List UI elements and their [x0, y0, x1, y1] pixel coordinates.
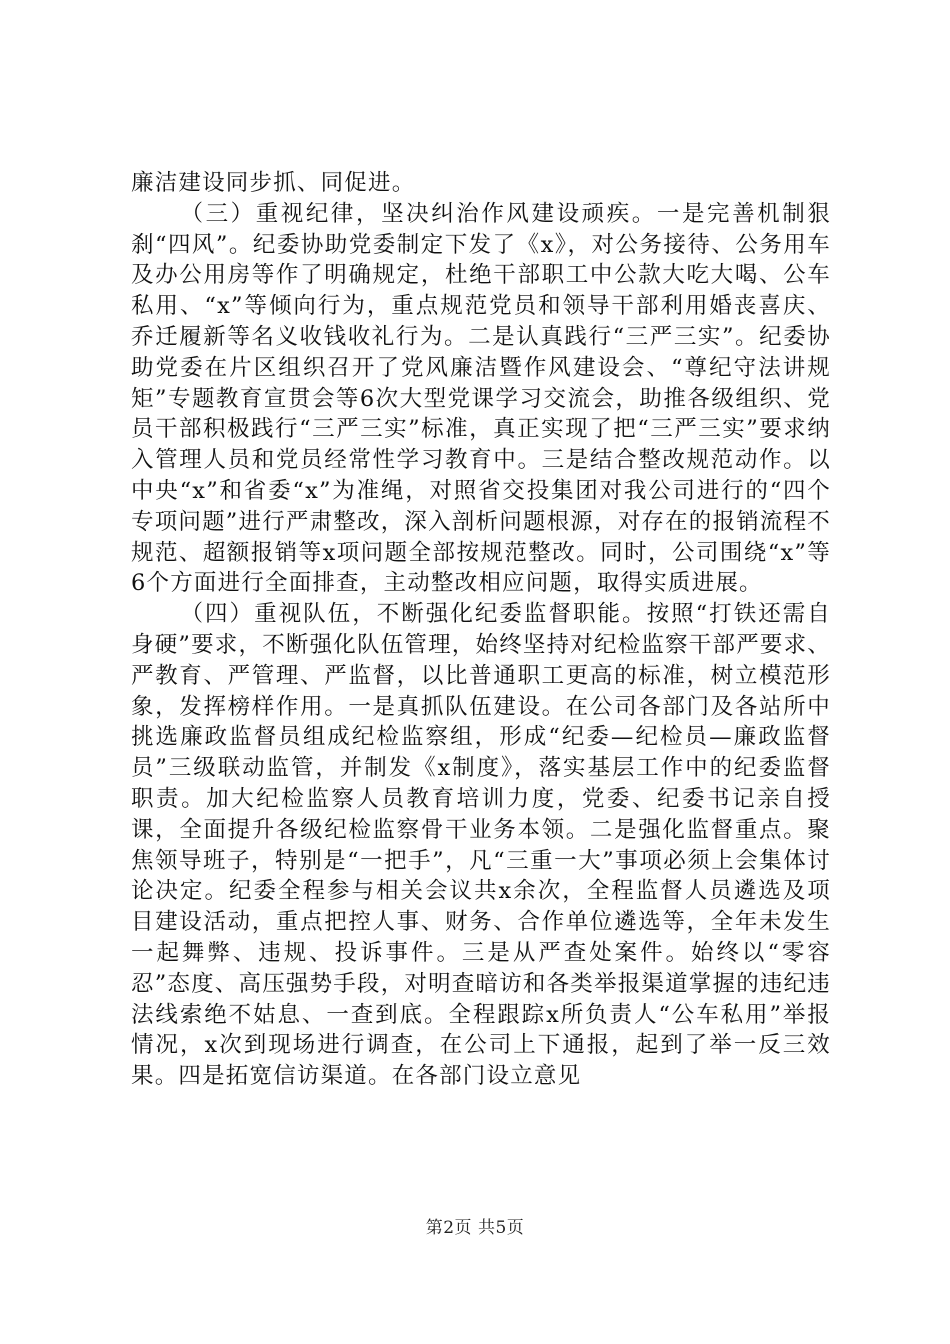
page-number-label: 第2页 共5页	[425, 1218, 525, 1238]
paragraph-2: （三）重视纪律，坚决纠治作风建设顽疾。一是完善机制狠刹“四风”。纪委协助党委制定下发了《x》，对公务接待、公务用车及办公用房等作了明确规定，杜绝干部职工中公款大吃大喝、公车私用、“x”等倾向行为，重点规范党员和领导干部利用婚丧喜庆、乔迁履新等名义收钱收礼行为。二是认真践行“三严三实”。纪委协助党委在片区组织召开了党风廉洁暨作风建设会、“尊纪守法讲规矩”专题教育宣贯会等6次大型党课学习交流会，助推各级组织、党员干部积极践行“三严三实”标准，真正实现了把“三严三实”要求纳入管理人员和党员经常性学习教育中。三是结合整改规范动作。以中央“x”和省委“x”为准绳，对照省交投集团对我公司进行的“四个专项问题”进行严肃整改，深入剖析问题根源，对存在的报销流程不规范、超额报销等x项问题全部按规范整改。同时，公司围绕“x”等6个方面进行全面排查，主动整改相应问题，取得实质进展。	[131, 200, 832, 597]
page-footer	[0, 1218, 950, 1238]
paragraph-1: 廉洁建设同步抓、同促进。	[131, 170, 416, 196]
body-text	[131, 168, 831, 1092]
paragraph-3: （四）重视队伍，不断强化纪委监督职能。按照“打铁还需自身硬”要求，不断强化队伍管理，始终坚持对纪检监察干部严要求、严教育、严管理、严监督，以比普通职工更高的标准，树立模范形象，发挥榜样作用。一是真抓队伍建设。在公司各部门及各站所中挑选廉政监督员组成纪检监察组，形成“纪委—纪检员—廉政监督员”三级联动监管，并制发《x制度》，落实基层工作中的纪委监督职责。加大纪检监察人员教育培训力度，党委、纪委书记亲自授课，全面提升各级纪检监察骨干业务本领。二是强化监督重点。聚焦领导班子，特别是“一把手”，凡“三重一大”事项必须上会集体讨论决定。纪委全程参与相关会议共x余次，全程监督人员遴选及项目建设活动，重点把控人事、财务、合作单位遴选等，全年未发生一起舞弊、违规、投诉事件。三是从严查处案件。始终以“零容忍”态度、高压强势手段，对明查暗访和各类举报渠道掌握的违纪违法线索绝不姑息、一查到底。全程跟踪x所负责人“公车私用”举报情况，x次到现场进行调查，在公司上下通报，起到了举一反三效果。四是拓宽信访渠道。在各部门设立意见	[131, 601, 832, 1090]
